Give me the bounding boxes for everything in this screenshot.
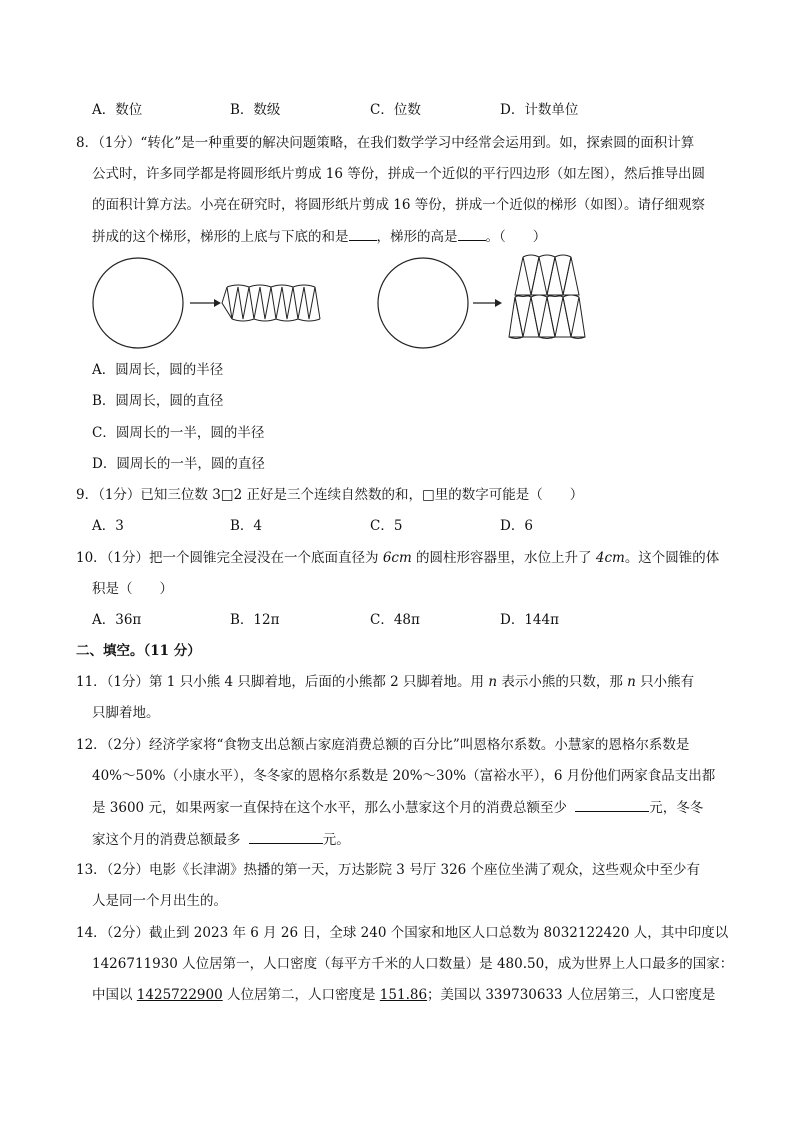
q11-line1-part-b: 表示小熊的只数，那 xyxy=(497,674,628,690)
q11-text-line1 xyxy=(76,672,694,692)
q12-line4-part-a: 家这个月的消费总额最多 xyxy=(92,832,241,848)
q7-option-c: C．位数 xyxy=(370,102,421,118)
q12-text-line4 xyxy=(92,829,350,850)
q14-text-line3 xyxy=(92,985,715,1005)
q11-line1-part-c: 只小熊有 xyxy=(635,674,695,690)
q10-option-b: B．12π xyxy=(230,612,280,628)
q8-line4-part-c: 。（ ） xyxy=(485,229,547,245)
q8-line4-part-b: ，梯形的高是 xyxy=(376,229,458,245)
q14-china-population: 1425722900 xyxy=(136,987,223,1003)
q8-line4-part-a: 拼成的这个梯形，梯形的上底与下底的和是 xyxy=(92,229,349,245)
q7-option-d: D．计数单位 xyxy=(500,102,579,118)
q13-text-line2: 人是同一个月出生的。 xyxy=(92,893,227,909)
q10-option-a: A．36π xyxy=(92,612,142,628)
q9-option-a: A．3 xyxy=(92,518,124,534)
right-arrow-head xyxy=(495,299,502,307)
q14-line3-part-b: 人位居第二，人口密度是 xyxy=(222,987,380,1003)
q11-var-n-2: n xyxy=(627,674,636,690)
q8-text-line4 xyxy=(92,226,546,247)
parallelogram-sectors xyxy=(222,285,320,321)
q12-blank-max xyxy=(249,829,323,844)
q12-line3-part-b: 元，冬冬 xyxy=(649,800,704,816)
q10-option-c: C．48π xyxy=(370,612,420,628)
q10-rise: 4cm xyxy=(595,550,625,566)
q14-line3-part-a: 中国以 xyxy=(92,987,137,1003)
q9-text-line1: 9．（1分）已知三位数 3□2 正好是三个连续自然数的和，□里的数字可能是（ ） xyxy=(76,487,584,503)
q10-option-d: D．144π xyxy=(500,612,559,628)
q10-text-line2: 积是（ ） xyxy=(92,581,173,597)
q8-option-b: B．圆周长，圆的直径 xyxy=(92,393,224,409)
q12-blank-min xyxy=(575,797,649,812)
q8-text-line1: 8．（1分）“转化”是一种重要的解决问题策略，在我们数学学习中经常会运用到。如，探索圆的面积计算 xyxy=(76,135,695,151)
q12-line3-part-a: 是 3600 元，如果两家一直保持在这个水平，那么小慧家这个月的消费总额至少 xyxy=(92,800,567,816)
q11-line1-part-a: 11．（1分）第 1 只小熊 4 只脚着地，后面的小熊都 2 只脚着地。用 xyxy=(76,674,489,690)
q11-text-line2: 只脚着地。 xyxy=(92,705,160,721)
q14-text-line1: 14．（2分）截止到 2023 年 6 月 26 日，全球 240 个国家和地区人口总数为 8032122420 人，其中印度以 xyxy=(76,925,729,941)
q8-option-d: D．圆周长的一半，圆的直径 xyxy=(92,456,265,472)
q14-text-line2: 1426711930 人位居第一，人口密度（每平方千米的人口数量）是 480.50，成为世界上人口最多的国家： xyxy=(92,956,734,972)
q8-text-line2: 公式时，许多同学都是将圆形纸片剪成 16 等份，拼成一个近似的平行四边形（如左图），然后推导出圆 xyxy=(92,166,706,182)
q10-line1-part-a: 10．（1分）把一个圆锥完全浸没在一个底面直径为 xyxy=(76,550,383,566)
q13-text-line1: 13．（2分）电影《长津湖》热播的第一天，万达影院 3 号厅 326 个座位坐满了观众，这些观众中至少有 xyxy=(76,862,701,878)
q14-china-density: 151.86 xyxy=(379,987,428,1003)
q14-line3-part-c: ；美国以 339730633 人位居第三，人口密度是 xyxy=(427,987,716,1003)
section2-title: 二、填空。（11 分） xyxy=(76,643,201,659)
trapezoid-sectors xyxy=(509,255,585,339)
left-circle xyxy=(93,258,183,348)
q7-option-a: A．数位 xyxy=(92,102,143,118)
q7-option-b: B．数级 xyxy=(230,102,281,118)
q12-text-line1: 12．（2分）经济学家将“食物支出总额占家庭消费总额的百分比”叫恩格尔系数。小慧家的恩格尔系数是 xyxy=(76,737,690,753)
q10-diameter: 6cm xyxy=(382,550,412,566)
q8-option-c: C．圆周长的一半，圆的半径 xyxy=(92,425,265,441)
q9-option-d: D．6 xyxy=(500,518,533,534)
q8-option-a: A．圆周长，圆的半径 xyxy=(92,362,224,378)
q8-blank-sum xyxy=(349,226,377,241)
q8-figure xyxy=(90,253,730,358)
q10-text-line1 xyxy=(76,548,719,568)
q12-text-line3 xyxy=(92,797,703,818)
q9-option-b: B．4 xyxy=(230,518,263,534)
q9-option-c: C．5 xyxy=(370,518,403,534)
q8-text-line3: 的面积计算方法。小亮在研究时，将圆形纸片剪成 16 等份，拼成一个近似的梯形（如图）。请仔细观察 xyxy=(92,197,706,213)
left-arrow-head xyxy=(214,299,221,307)
q12-text-line2: 40%～50%（小康水平），冬冬家的恩格尔系数是 20%～30%（富裕水平），6 月份他们两家食品支出都 xyxy=(92,768,716,784)
q11-var-n: n xyxy=(488,674,498,690)
q10-line1-part-b: 的圆柱形容器里，水位上升了 xyxy=(411,550,596,566)
q10-line1-part-c: 。这个圆锥的体 xyxy=(624,550,720,566)
q8-blank-height xyxy=(458,226,486,241)
q12-line4-part-b: 元。 xyxy=(322,832,350,848)
right-circle xyxy=(378,258,468,348)
